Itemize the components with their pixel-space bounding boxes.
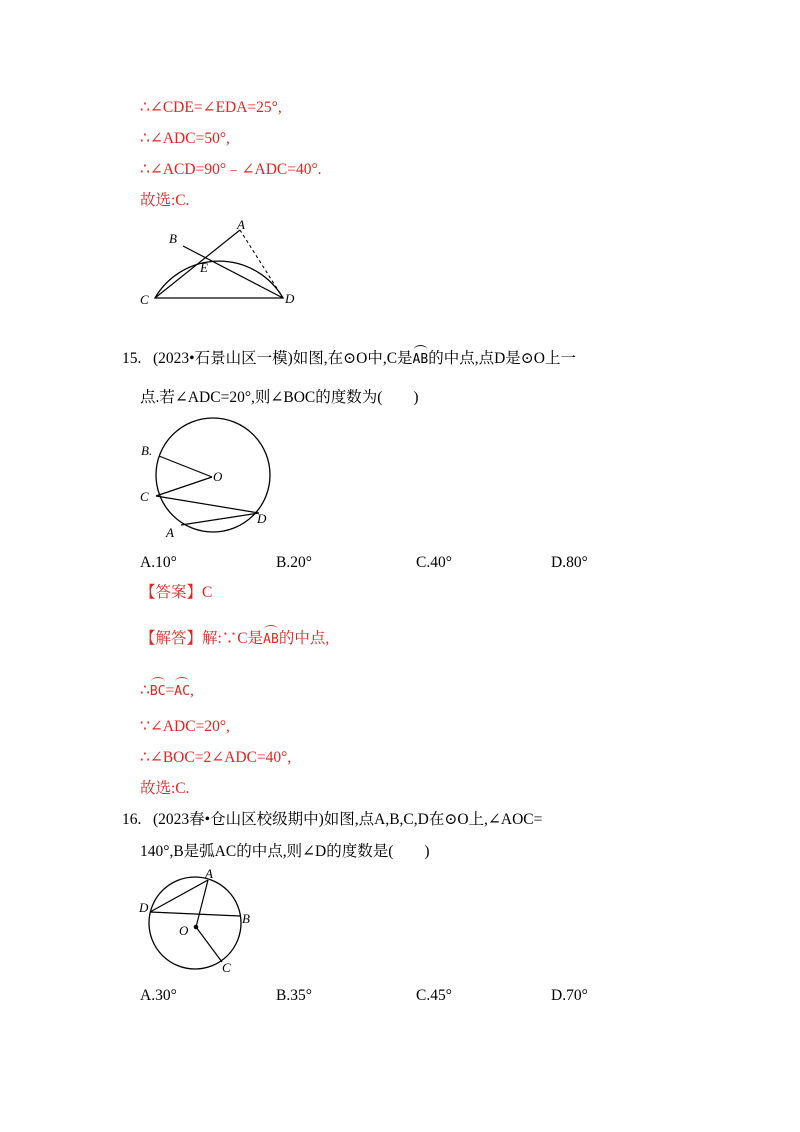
- q16-stem-line-2: 140°,B是弧AC的中点,则∠D的度数是( ): [140, 843, 430, 860]
- fig16-label-b: B: [242, 911, 250, 926]
- q15-solution-line-4: ∴∠BOC=2∠ADC=40°,: [140, 749, 292, 766]
- figure-q15-circle: [135, 412, 280, 542]
- q16-stem-line-1: [122, 810, 542, 830]
- figure-q16-circle: [135, 866, 260, 981]
- q16-option-c[interactable]: C.45°: [416, 987, 452, 1004]
- fig14-label-d: D: [285, 291, 295, 306]
- q15-option-a[interactable]: A.10°: [140, 554, 177, 571]
- fig16-label-d: D: [139, 900, 149, 915]
- q15-arc-ac: AC: [174, 678, 190, 702]
- fig14-label-c: C: [140, 292, 149, 307]
- q15-option-d[interactable]: D.80°: [551, 554, 588, 571]
- prev-solution-line-3: ∴∠ACD=90°﹣∠ADC=40°.: [140, 161, 322, 178]
- fig16-label-c: C: [222, 960, 231, 975]
- fig15-label-a: A: [166, 525, 174, 540]
- q16-option-a[interactable]: A.30°: [140, 987, 177, 1004]
- q15-arc-bc: BC: [150, 678, 166, 702]
- comma: ,: [189, 682, 194, 699]
- q15-option-c[interactable]: C.40°: [416, 554, 452, 571]
- fig15-label-d: D: [257, 511, 267, 526]
- q16-number: 16.: [122, 811, 142, 828]
- q15-solution-line-2: [140, 678, 194, 702]
- fig14-label-e: E: [200, 260, 208, 275]
- fig16-label-a: A: [205, 866, 213, 881]
- q16-source: (2023春•仓山区校级期中): [153, 811, 324, 828]
- q15-solution-head: 【解答】解:∵C是: [140, 630, 264, 647]
- q16-text-1: 如图,点A,B,C,D在⊙O上,∠AOC=: [323, 811, 543, 828]
- fig14-label-a: A: [237, 217, 245, 232]
- q15-solution-tail: 的中点,: [278, 630, 330, 647]
- figure-q14-semicircle: [135, 215, 305, 315]
- q15-solution-line-5: 故选:C.: [140, 780, 190, 797]
- q15-solution-line-1: [140, 626, 329, 650]
- q15-text-1: 如图,在⊙O中,C是: [292, 350, 413, 367]
- q15-arc-ab: AB: [413, 346, 429, 370]
- q15-text-2: 的中点,点D是⊙O上一: [428, 350, 576, 367]
- q16-option-d[interactable]: D.70°: [551, 987, 588, 1004]
- therefore-symbol: ∴: [140, 682, 150, 699]
- q15-option-b[interactable]: B.20°: [276, 554, 312, 571]
- q15-solution-line-3: ∵∠ADC=20°,: [140, 718, 230, 735]
- q15-stem-line-1: [122, 346, 576, 370]
- q15-stem-line-2: 点.若∠ADC=20°,则∠BOC的度数为( ): [140, 389, 419, 406]
- fig16-label-o: O: [179, 923, 189, 938]
- fig15-label-o: O: [213, 469, 223, 484]
- prev-solution-line-1: ∴∠CDE=∠EDA=25°,: [140, 99, 282, 116]
- q15-number: 15.: [122, 350, 142, 367]
- fig15-label-c: C: [140, 489, 149, 504]
- prev-solution-line-4: 故选:C.: [140, 192, 190, 209]
- q16-option-b[interactable]: B.35°: [276, 987, 312, 1004]
- equals-sign: =: [165, 682, 175, 699]
- q15-solution-arc-ab: AB: [263, 626, 279, 650]
- q15-answer: 【答案】C: [140, 584, 213, 601]
- fig15-label-b: B.: [141, 443, 153, 458]
- fig14-label-b: B: [169, 231, 177, 246]
- q15-source: (2023•石景山区一模): [153, 350, 293, 367]
- prev-solution-line-2: ∴∠ADC=50°,: [140, 130, 230, 147]
